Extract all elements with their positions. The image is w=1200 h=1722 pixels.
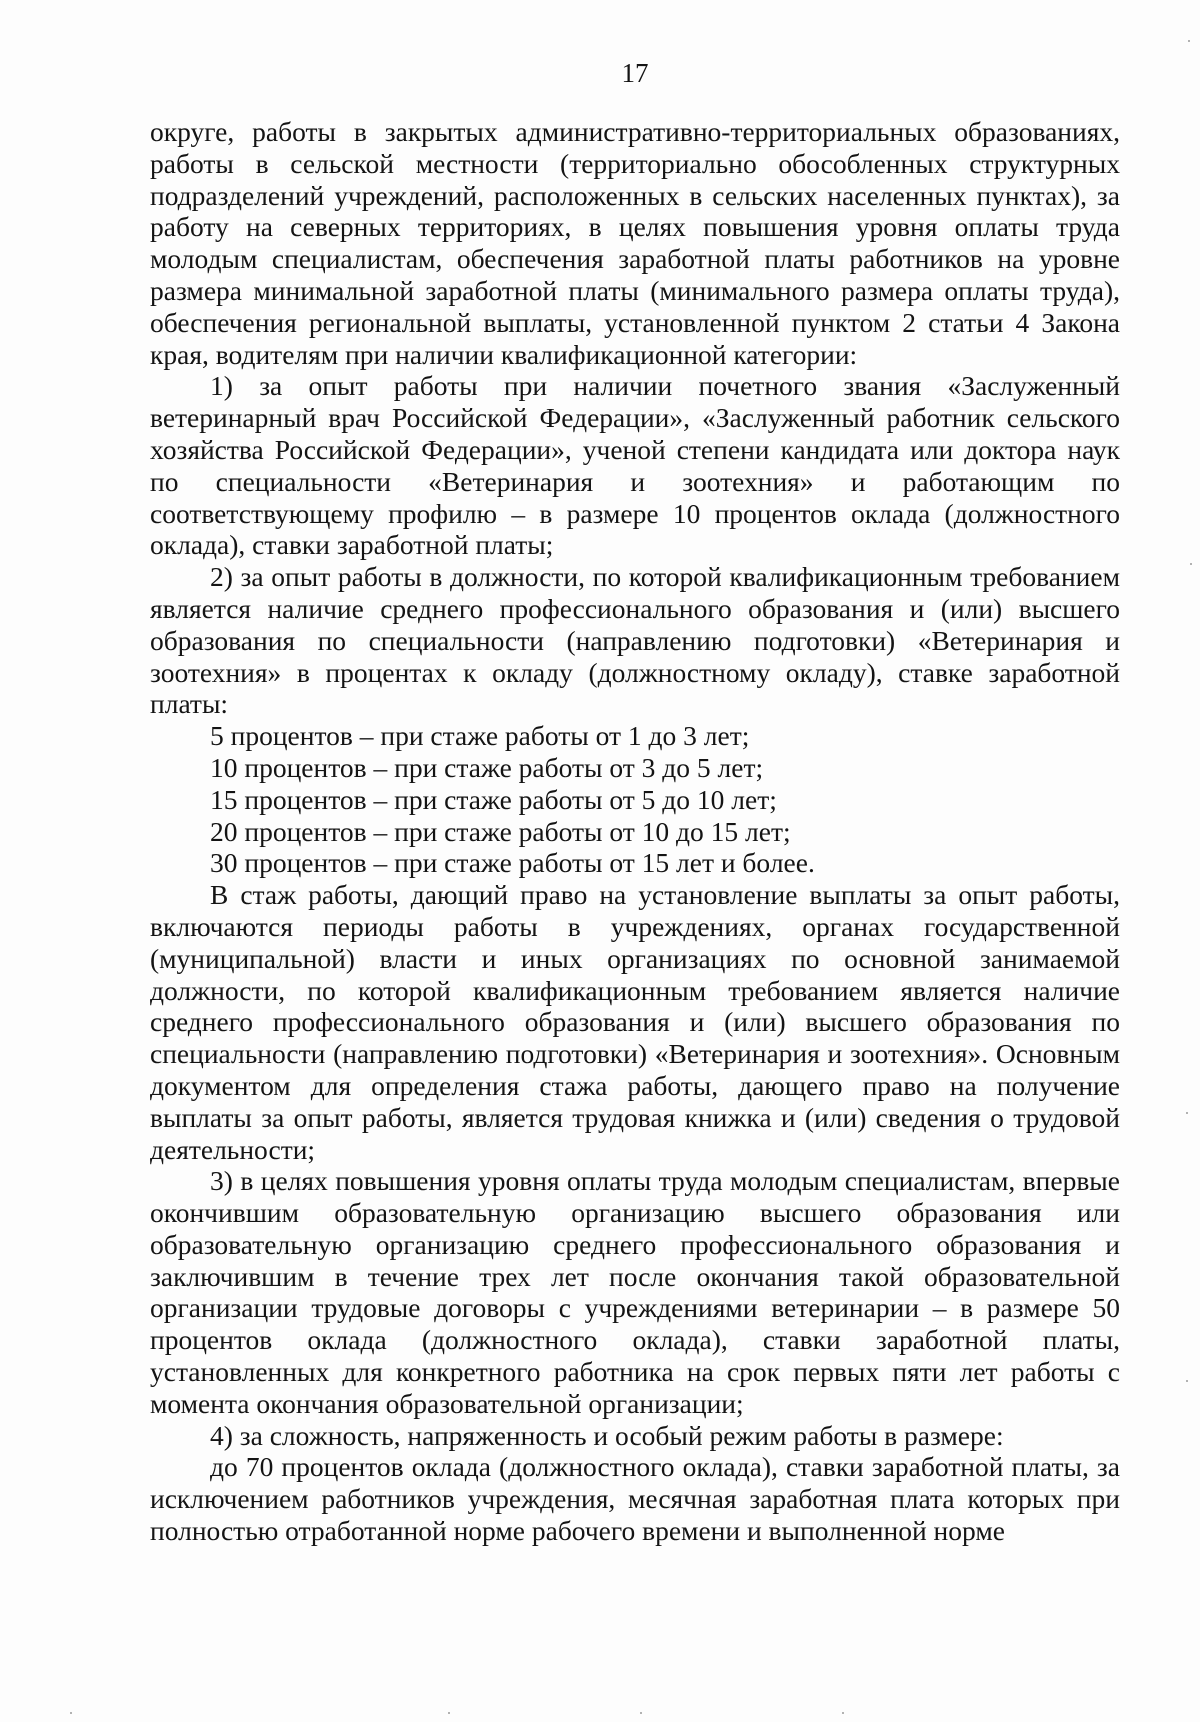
scan-speck <box>70 1712 72 1714</box>
scan-speck <box>448 1712 450 1714</box>
paragraph-item-1: 1) за опыт работы при наличии почетного звания «Заслуженный ветеринарный врач Российской Федерации», «Заслуженный работник сельского хозяйства Российской Федерации», ученой степени кандидата или доктора наук по специальности «Ветеринария и зоотехния» и работающим по соответствующему профилю – в размере 10 процентов оклада (должностного оклада), ставки заработной платы; <box>150 370 1120 561</box>
scan-speck <box>1186 1380 1188 1382</box>
page-number: 17 <box>621 58 649 88</box>
scan-speck <box>1190 563 1192 565</box>
paragraph-item-4: 4) за сложность, напряженность и особый режим работы в размере: <box>210 1419 1004 1451</box>
list-line-10-percent: 10 процентов – при стаже работы от 3 до 5 лет; <box>210 751 764 783</box>
list-line-20-percent: 20 процентов – при стаже работы от 10 до 15 лет; <box>210 815 791 847</box>
paragraph-seniority: В стаж работы, дающий право на установление выплаты за опыт работы, включаются периоды работы в учреждениях, органах государственной (муниципальной) власти и иных организациях по основной занимаемой должности, по которой квалификационным требованием является наличие среднего профессионального образования и (или) высшего образования по специальности (направлению подготовки) «Ветеринария и зоотехния». Основным документом для определения стажа работы, дающего право на получение выплаты за опыт работы, является трудовая книжка и (или) сведения о трудовой деятельности; <box>150 879 1120 1165</box>
list-line-30-percent: 30 процентов – при стаже работы от 15 лет и более. <box>210 847 815 879</box>
scan-speck <box>1186 1112 1188 1114</box>
paragraph-continuation: округе, работы в закрытых административно-территориальных образованиях, работы в сельской местности (территориально обособленных структурных подразделений учреждений, расположенных в сельских населенных пунктах), за работу на северных территориях, в целях повышения уровня оплаты труда молодым специалистам, обеспечения заработной платы работников на уровне размера минимальной заработной платы (минимального размера оплаты труда), обеспечения региональной выплаты, установленной пунктом 2 статьи 4 Закона края, водителям при наличии квалификационной категории: <box>150 116 1120 370</box>
paragraph-item-3: 3) в целях повышения уровня оплаты труда молодым специалистам, впервые окончившим образовательную организацию высшего образования или образовательную организацию среднего профессионального образования и заключившим в течение трех лет после окончания такой образовательной организации трудовые договоры с учреждениями ветеринарии – в размере 50 процентов оклада (должностного оклада), ставки заработной платы, установленных для конкретного работника на срок первых пяти лет работы с момента окончания образовательной организации; <box>150 1165 1120 1419</box>
paragraph-item-2: 2) за опыт работы в должности, по которой квалификационным требованием является наличие среднего профессионального образования и (или) высшего образования по специальности (направлению подготовки) «Ветеринария и зоотехния» в процентах к окладу (должностному окладу), ставке заработной платы: <box>150 561 1120 720</box>
scan-speck <box>1188 40 1190 42</box>
scan-speck <box>842 1712 844 1714</box>
list-line-15-percent: 15 процентов – при стаже работы от 5 до 10 лет; <box>210 783 777 815</box>
list-line-5-percent: 5 процентов – при стаже работы от 1 до 3 лет; <box>210 720 750 752</box>
paragraph-up-to-70: до 70 процентов оклада (должностного оклада), ставки заработной платы, за исключением работников учреждения, месячная заработная плата которых при полностью отработанной норме рабочего времени и выполненной норме <box>150 1451 1120 1547</box>
scan-speck <box>640 1712 642 1714</box>
document-body <box>150 116 1120 1547</box>
